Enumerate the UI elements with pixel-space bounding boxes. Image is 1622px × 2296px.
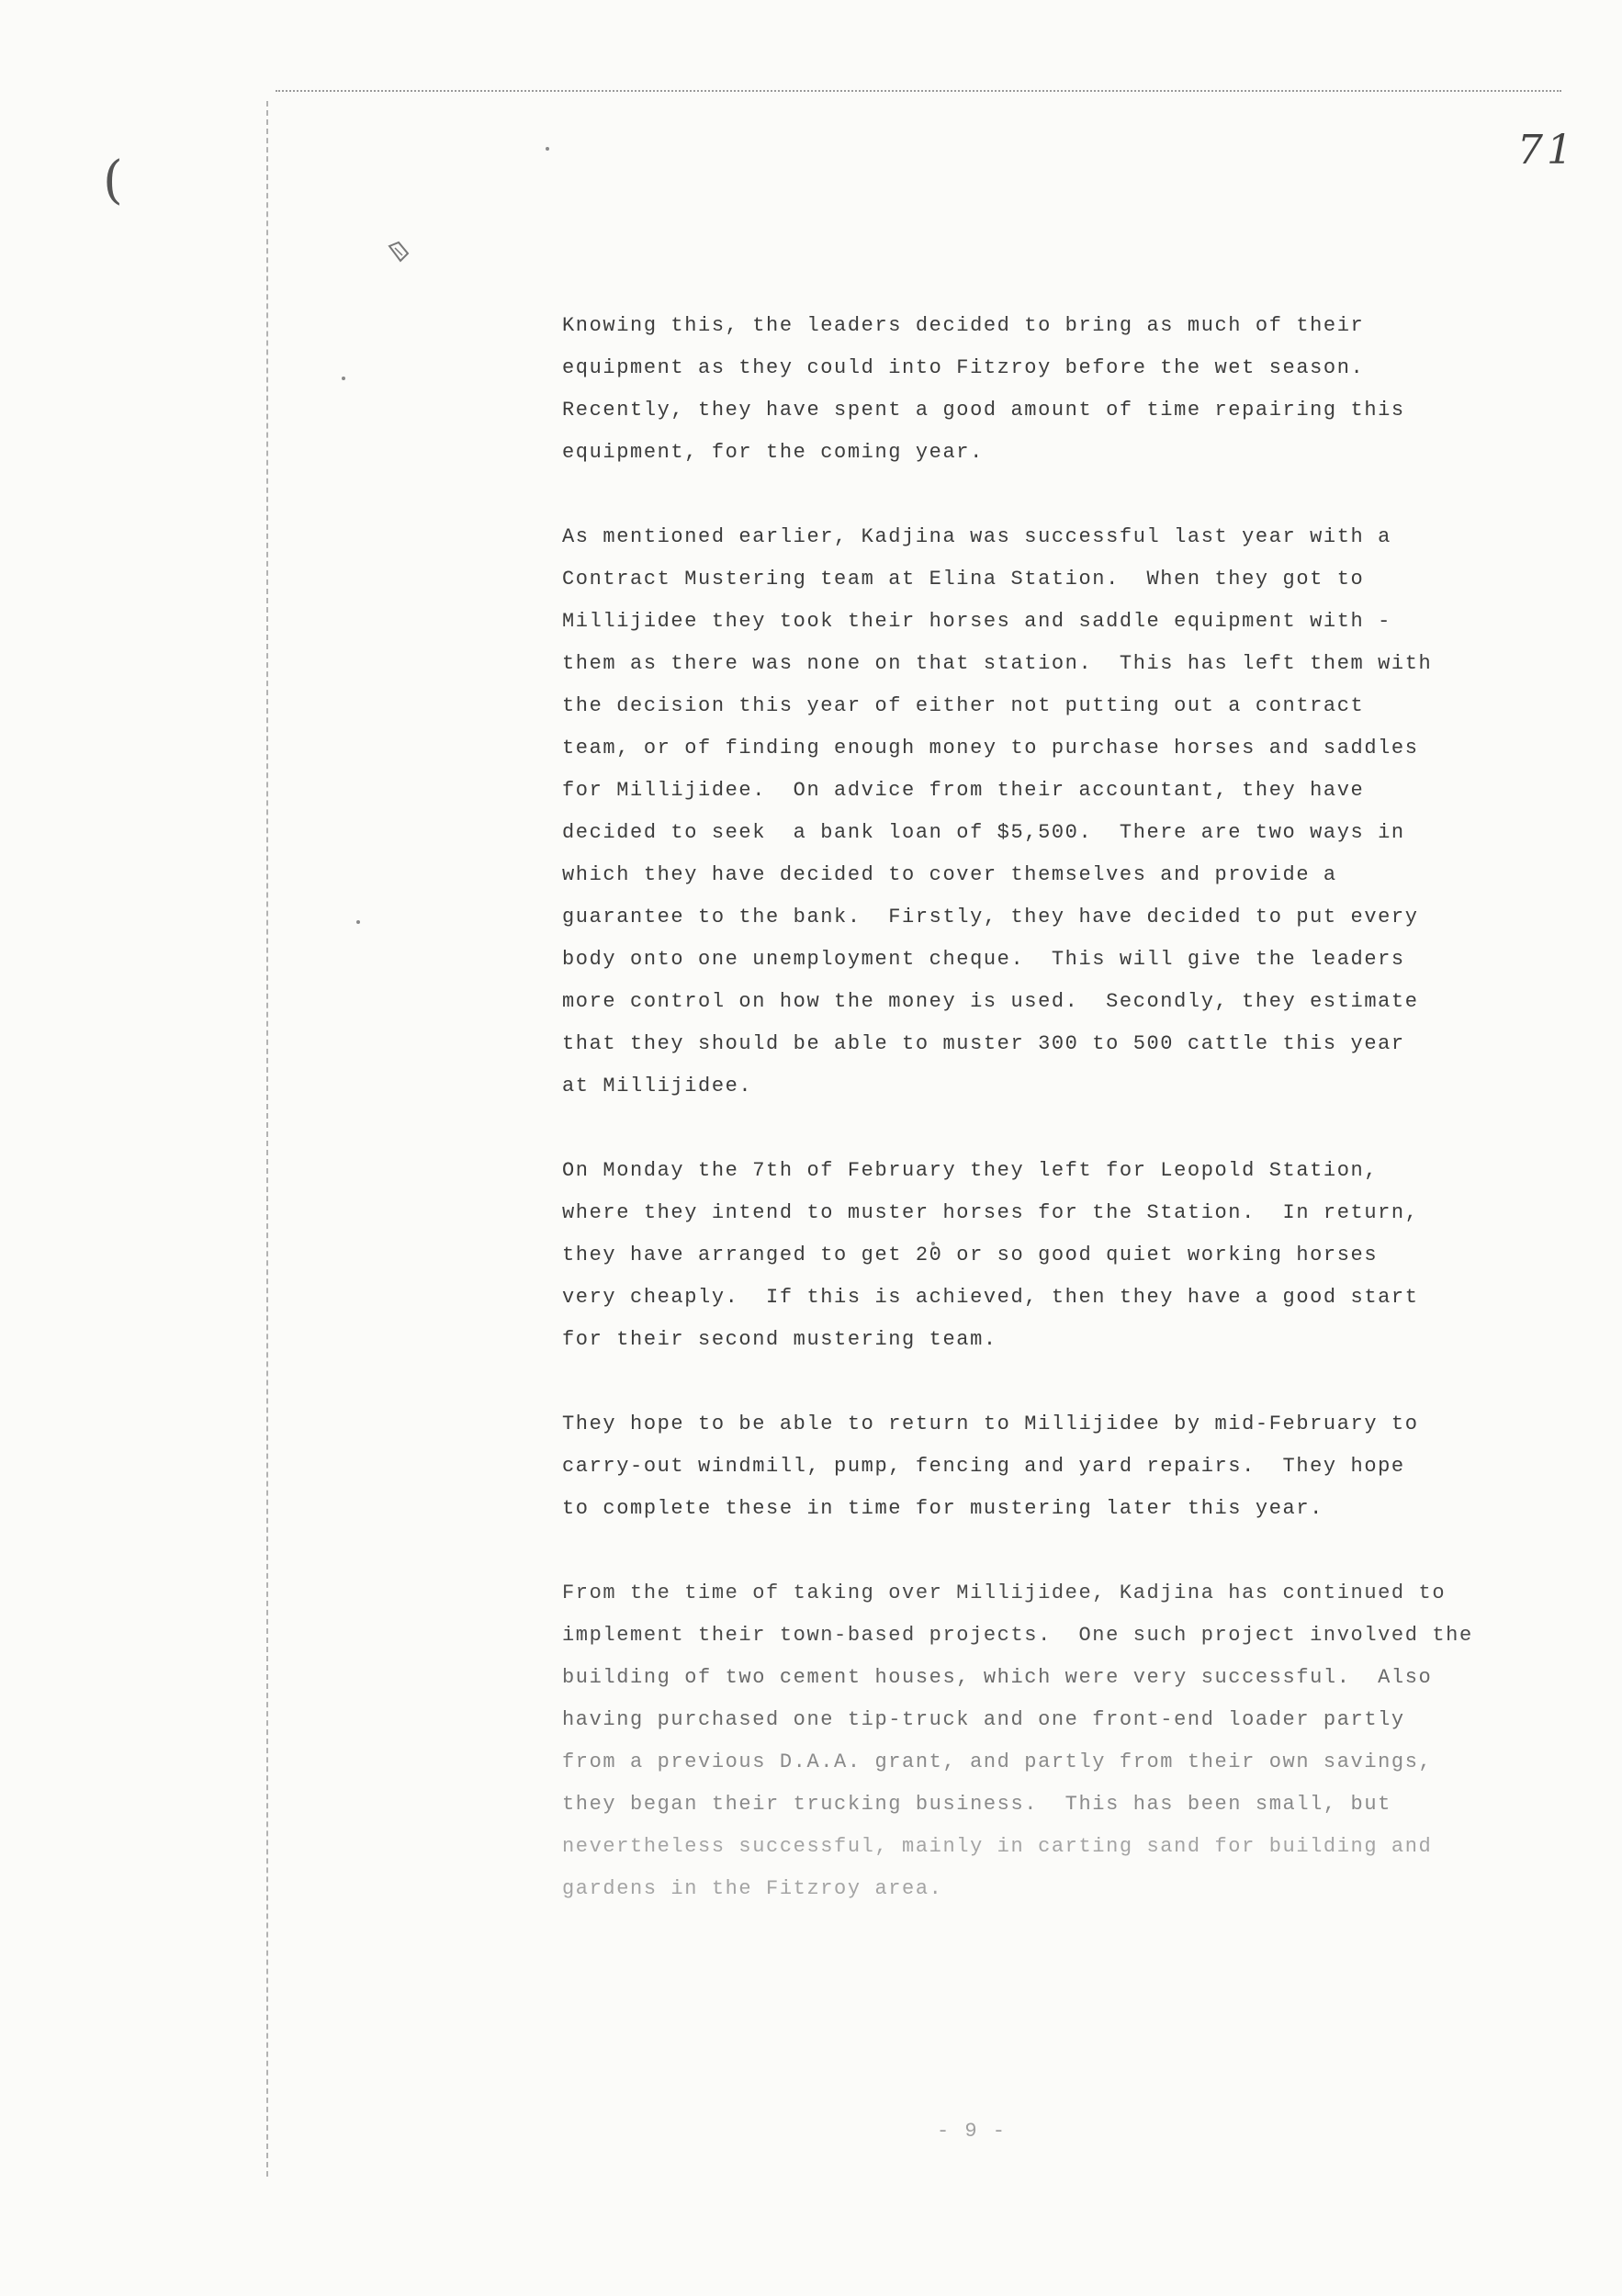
paragraph — [562, 516, 1536, 1108]
text-line: for their second mustering team. — [562, 1328, 997, 1351]
text-line: body onto one unemployment cheque. This will give the leaders — [562, 948, 1405, 971]
text-line: where they intend to muster horses for the Station. In return, — [562, 1201, 1419, 1224]
text-line: which they have decided to cover themselves and provide a — [562, 863, 1337, 886]
paragraph — [562, 1572, 1536, 1910]
paragraph — [562, 1150, 1536, 1361]
text-line: They hope to be able to return to Millijidee by mid-February to — [562, 1412, 1419, 1435]
text-line: them as there was none on that station. This has left them with — [562, 652, 1433, 675]
paragraph — [562, 305, 1536, 474]
text-line: they began their trucking business. This has been small, but — [562, 1793, 1391, 1816]
paper-mark-icon — [386, 239, 411, 264]
text-line: more control on how the money is used. Secondly, they estimate — [562, 990, 1419, 1013]
folio-number: 71 — [1517, 127, 1576, 174]
left-margin-line — [266, 101, 268, 2177]
text-line: equipment as they could into Fitzroy before the wet season. — [562, 356, 1365, 379]
text-line: very cheaply. If this is achieved, then they have a good start — [562, 1286, 1419, 1309]
body-text — [562, 305, 1536, 1953]
speck — [342, 377, 345, 380]
text-line: Millijidee they took their horses and saddle equipment with - — [562, 610, 1391, 633]
text-line: nevertheless successful, mainly in carting sand for building and — [562, 1835, 1433, 1858]
text-line: Recently, they have spent a good amount of time repairing this — [562, 399, 1405, 422]
paragraph — [562, 1403, 1536, 1530]
text-line: decided to seek a bank loan of $5,500. There are two ways in — [562, 821, 1405, 844]
text-line: equipment, for the coming year. — [562, 441, 984, 464]
text-line: Knowing this, the leaders decided to bring as much of their — [562, 314, 1365, 337]
text-line: implement their town-based projects. One such project involved the — [562, 1624, 1473, 1647]
text-line: gardens in the Fitzroy area. — [562, 1877, 943, 1900]
corner-pencil-mark: ( — [103, 151, 123, 210]
text-line: carry-out windmill, pump, fencing and yard repairs. They hope — [562, 1455, 1405, 1478]
top-dotted-rule — [276, 90, 1561, 92]
text-line: building of two cement houses, which were very successful. Also — [562, 1666, 1433, 1689]
text-line: guarantee to the bank. Firstly, they have decided to put every — [562, 906, 1419, 929]
speck — [546, 147, 549, 151]
text-line: from a previous D.A.A. grant, and partly from their own savings, — [562, 1750, 1433, 1773]
text-line: they have arranged to get 20 or so good quiet working horses — [562, 1244, 1379, 1266]
page-number: - 9 - — [937, 2120, 1008, 2143]
text-line: to complete these in time for mustering later this year. — [562, 1497, 1324, 1520]
text-line: On Monday the 7th of February they left for Leopold Station, — [562, 1159, 1379, 1182]
text-line: Contract Mustering team at Elina Station. When they got to — [562, 568, 1365, 591]
text-line: that they should be able to muster 300 to 500 cattle this year — [562, 1032, 1405, 1055]
text-line: the decision this year of either not putting out a contract — [562, 694, 1365, 717]
text-line: at Millijidee. — [562, 1075, 753, 1097]
text-line: As mentioned earlier, Kadjina was successful last year with a — [562, 525, 1391, 548]
text-line: having purchased one tip-truck and one front-end loader partly — [562, 1708, 1405, 1731]
text-line: for Millijidee. On advice from their accountant, they have — [562, 779, 1365, 802]
speck — [356, 920, 360, 924]
text-line: team, or of finding enough money to purchase horses and saddles — [562, 737, 1419, 760]
text-line: From the time of taking over Millijidee, Kadjina has continued to — [562, 1581, 1447, 1604]
